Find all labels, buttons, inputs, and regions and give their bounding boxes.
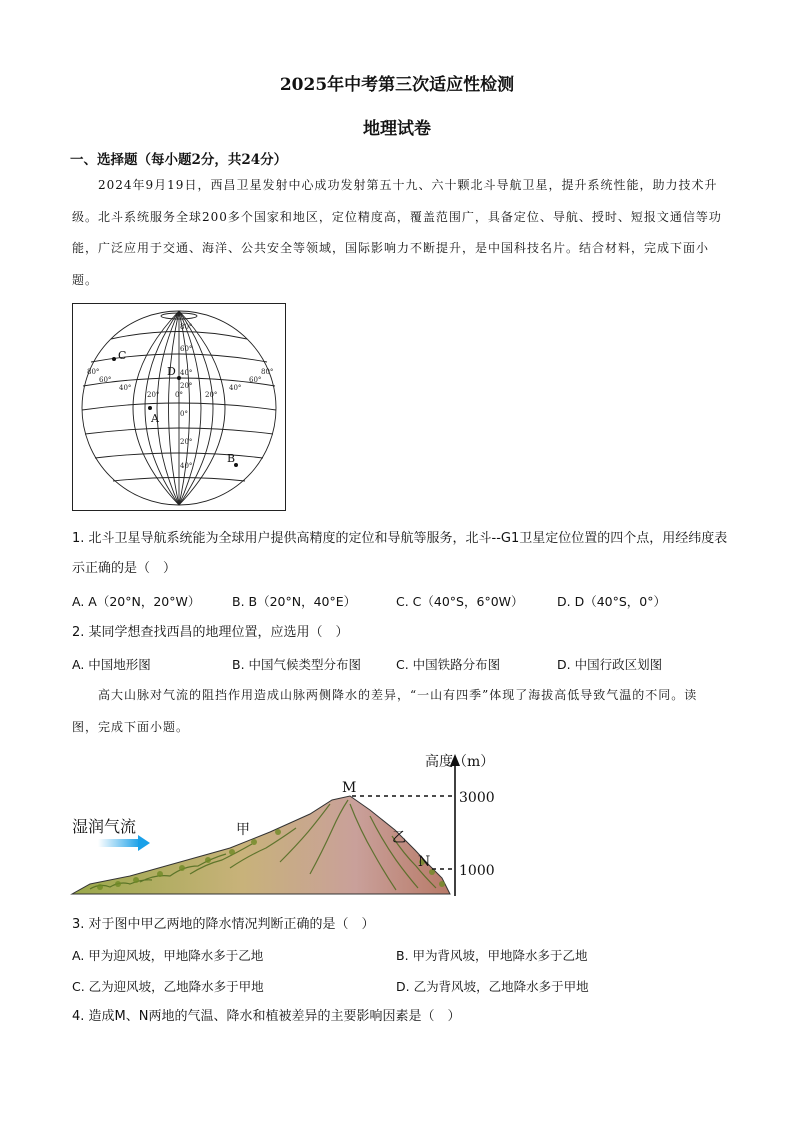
- question-2-stem: 2. 某同学想查找西昌的地理位置，应选用（ ）: [72, 625, 349, 640]
- globe-graticule: [73, 304, 285, 510]
- globe-label-d: D: [167, 365, 176, 378]
- tick-3000: 3000: [459, 790, 495, 806]
- svg-text:80°: 80°: [180, 323, 193, 331]
- svg-text:80°: 80°: [87, 368, 100, 376]
- globe-pole-mark: +: [174, 312, 180, 320]
- globe-label-a: A: [151, 412, 159, 425]
- height-axis-label: 高度（m）: [425, 754, 495, 770]
- exam-title: 2025年中考第三次适应性检测: [279, 75, 515, 95]
- base-label-n: N: [418, 854, 431, 870]
- question-1-option-c[interactable]: C. C（40°S，6°0W）: [396, 594, 524, 609]
- tick-1000: 1000: [459, 863, 495, 879]
- mountain-diagram: [70, 744, 510, 898]
- svg-text:20°: 20°: [205, 391, 218, 399]
- globe-point-d: [177, 376, 181, 380]
- svg-text:60°: 60°: [249, 376, 262, 384]
- question-3-option-a[interactable]: A. 甲为迎风坡，甲地降水多于乙地: [72, 948, 264, 963]
- svg-text:80°: 80°: [261, 368, 274, 376]
- svg-text:20°: 20°: [180, 438, 193, 446]
- passage-beidou: 2024年9月19日，西昌卫星发射中心成功发射第五十九、六十颗北斗导航卫星，提升系统性能，助力技术升级。北斗系统服务全球200多个国家和地区，定位精度高，覆盖范围广，具备定位、导航、授时、短报文通信等功能，广泛应用于交通、海洋、公共安全等领域，国际影响力不断提升，是中国科技名片。结合材料，完成下面小题。: [72, 178, 722, 287]
- question-2-option-d[interactable]: D. 中国行政区划图: [557, 657, 663, 672]
- question-2-option-c[interactable]: C. 中国铁路分布图: [396, 657, 501, 672]
- question-1-stem: 1. 北斗卫星导航系统能为全球用户提供高精度的定位和导航等服务，北斗--G1卫星定位位置的四个点，用经纬度表示正确的是（ ）: [72, 531, 728, 576]
- question-2-option-a[interactable]: A. 中国地形图: [72, 657, 151, 672]
- airflow-label: 湿润气流: [72, 817, 137, 836]
- question-3-stem: 3. 对于图中甲乙两地的降水情况判断正确的是（ ）: [72, 917, 375, 932]
- svg-text:40°: 40°: [229, 384, 242, 392]
- windward-label: 甲: [236, 822, 250, 838]
- globe-label-b: B: [227, 452, 236, 465]
- globe-point-a: [148, 406, 152, 410]
- svg-text:40°: 40°: [119, 384, 132, 392]
- globe-figure: [72, 303, 286, 511]
- passage-mountain: 高大山脉对气流的阻挡作用造成山脉两侧降水的差异，“一山有四季”体现了海拔高低导致气温的不同。读图，完成下面小题。: [72, 688, 698, 734]
- question-2-option-b[interactable]: B. 中国气候类型分布图: [232, 657, 362, 672]
- svg-text:20°: 20°: [180, 382, 193, 390]
- globe-point-c: [112, 357, 116, 361]
- section-heading: 一、选择题（每小题2分，共24分）: [70, 152, 288, 168]
- leeward-label: 乙: [392, 830, 406, 846]
- question-1-option-b[interactable]: B. B（20°N，40°E）: [232, 594, 357, 609]
- exam-subtitle: 地理试卷: [363, 119, 431, 139]
- svg-text:60°: 60°: [180, 345, 193, 353]
- airflow-arrow-shaft: [98, 839, 140, 847]
- svg-text:40°: 40°: [180, 369, 193, 377]
- question-3-option-b[interactable]: B. 甲为背风坡，甲地降水多于乙地: [396, 948, 588, 963]
- globe-label-c: C: [118, 349, 127, 362]
- svg-text:40°: 40°: [180, 462, 193, 470]
- svg-text:0°: 0°: [180, 410, 188, 418]
- svg-text:20°: 20°: [147, 391, 160, 399]
- question-1-option-d[interactable]: D. D（40°S，0°）: [557, 594, 666, 609]
- airflow-arrow-head: [138, 835, 150, 851]
- question-3-option-c[interactable]: C. 乙为迎风坡，乙地降水多于甲地: [72, 979, 264, 994]
- question-1-option-a[interactable]: A. A（20°N，20°W）: [72, 594, 201, 609]
- svg-text:60°: 60°: [99, 376, 112, 384]
- question-3-option-d[interactable]: D. 乙为背风坡，乙地降水多于甲地: [396, 979, 589, 994]
- svg-text:0°: 0°: [175, 391, 183, 399]
- peak-label-m: M: [342, 780, 357, 796]
- question-4-stem: 4. 造成M、N两地的气温、降水和植被差异的主要影响因素是（ ）: [72, 1009, 461, 1024]
